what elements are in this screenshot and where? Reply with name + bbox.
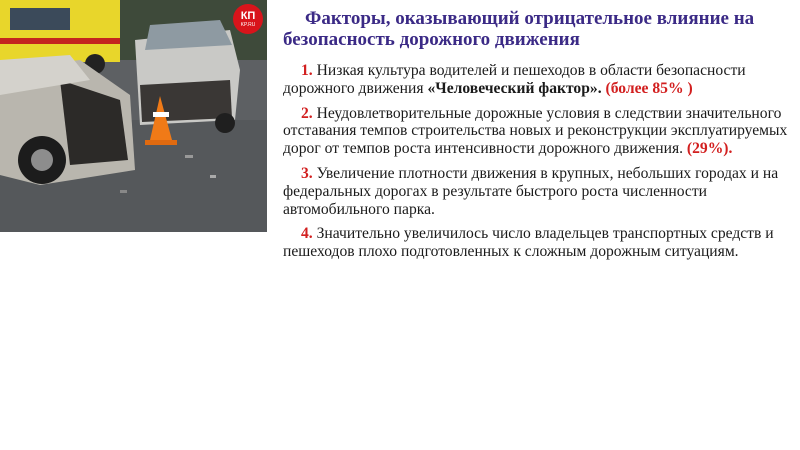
item-emphasis: «Человеческий фактор».	[427, 79, 602, 97]
accident-photo	[0, 0, 267, 232]
kp-logo-badge	[233, 4, 263, 34]
slide-title: Факторы, оказывающий отрицательное влияние на безопасность дорожного движения	[283, 8, 755, 50]
item-number: 4.	[301, 225, 313, 243]
slide-content	[283, 8, 788, 268]
item-text: Значительно увеличилось число владельцев транспортных средств и пешеходов плохо подготовленных к сложным дорожным ситуациям.	[283, 225, 774, 261]
item-note: (более 85% )	[601, 79, 693, 97]
badge-subtext: KP.RU	[240, 21, 256, 28]
item-text: Низкая культура водителей и пешеходов в области безопасности дорожного движения	[283, 62, 746, 97]
list-item	[283, 105, 788, 158]
list-item	[283, 165, 788, 218]
list-item	[283, 225, 788, 261]
list-item	[283, 62, 788, 98]
item-note: (29%).	[686, 140, 733, 158]
item-text: Увеличение плотности движения в крупных, небольших городах и на федеральных дорогах в результате быстрого роста численности автомобильного парка.	[283, 164, 779, 218]
item-number: 3.	[301, 164, 313, 182]
item-number: 1.	[301, 62, 313, 79]
badge-text: КП	[240, 9, 256, 22]
item-text: Неудовлетворительные дорожные условия в следствии значительного отставания темпов строительства новых и реконструкции эксплуатируемых дорог от темпов роста интенсивности дорожного движения.	[283, 104, 788, 158]
item-number: 2.	[301, 104, 313, 122]
